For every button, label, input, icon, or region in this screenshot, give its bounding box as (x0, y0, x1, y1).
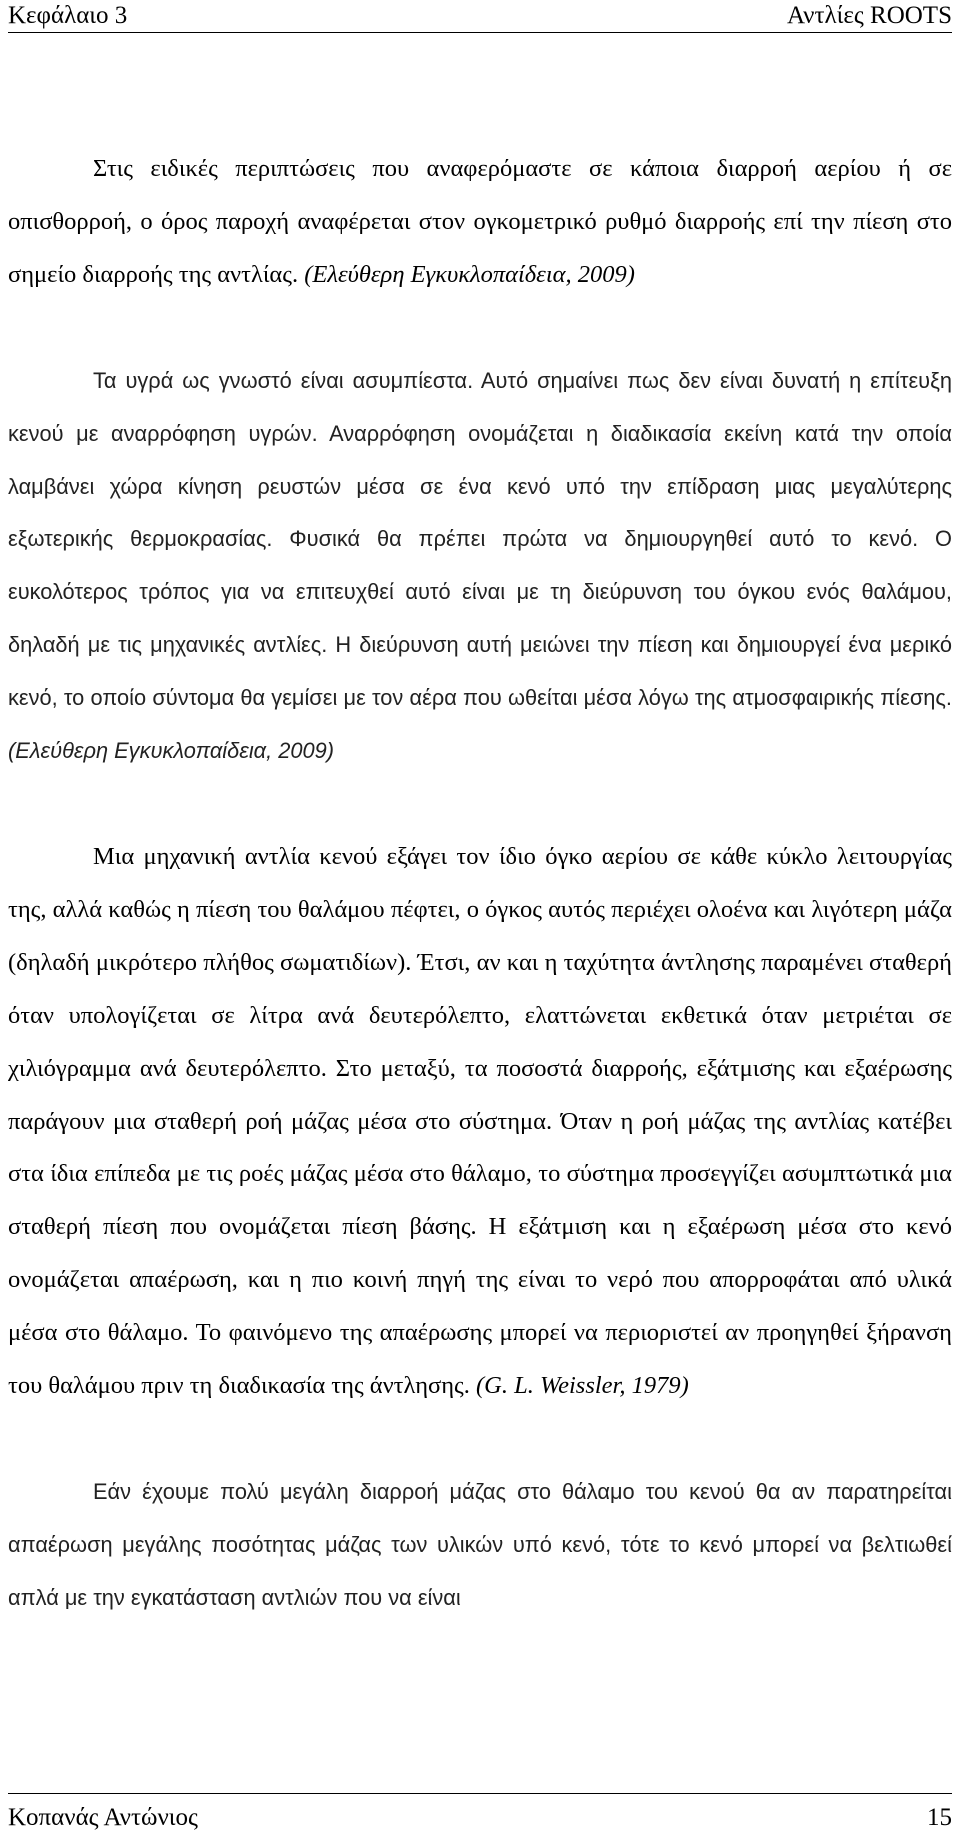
page-header (8, 0, 952, 33)
paragraph-1-citation: (Ελεύθερη Εγκυκλοπαίδεια, 2009) (304, 260, 635, 288)
paragraph-1-text: Στις ειδικές περιπτώσεις που αναφερόμαστε σε κάποια διαρροή αερίου ή σε οπισθορροή, ο όρος παροχή αναφέρεται στον ογκομετρικό ρυθμό διαρροής επί την πίεση στο σημείο διαρροής της αντλίας. (8, 155, 952, 288)
paragraph-4-text: Εάν έχουμε πολύ μεγάλη διαρροή μάζας στο θάλαμο του κενού θα αν παρατηρείται απαέρωση μεγάλης ποσότητας μάζας των υλικών υπό κενό, τότε το κενό μπορεί να βελτιωθεί απλά με την εγκατάσταση αντλιών που να είναι (8, 1478, 952, 1610)
paragraph-gap (8, 1413, 952, 1466)
paragraph-2-text: Τα υγρά ως γνωστό είναι ασυμπίεστα. Αυτό σημαίνει πως δεν είναι δυνατή η επίτευξη κενού με αναρρόφηση υγρών. Αναρρόφηση ονομάζεται η διαδικασία εκείνη κατά την οποία λαμβάνει χώρα κίνηση ρευστών μέσα σε ένα κενό υπό την επίδραση μιας μεγαλύτερης εξωτερικής θερμοκρασίας. Φυσικά θα πρέπει πρώτα να δημιουργηθεί αυτό το κενό. Ο ευκολότερος τρόπος για να επιτευχθεί αυτό είναι με τη διεύρυνση του όγκου ενός θαλάμου, δηλαδή με τις μηχανικές αντλίες. Η διεύρυνση αυτή μειώνει την πίεση και δημιουργεί ένα μερικό κενό, το οποίο σύντομα θα γεμίσει με τον αέρα που ωθείται μέσα λόγω της ατμοσφαιρικής πίεσης. (8, 367, 952, 711)
paragraph-3-text: Μια μηχανική αντλία κενού εξάγει τον ίδιο όγκο αερίου σε κάθε κύκλο λειτουργίας της, αλλά καθώς η πίεση του θαλάμου πέφτει, ο όγκος αυτός περιέχει ολοένα και λιγότερη μάζα (δηλαδή μικρότερο πλήθος σωματιδίων). Έτσι, αν και η ταχύτητα άντλησης παραμένει σταθερή όταν υπολογίζεται σε λίτρα ανά δευτερόλεπτο, ελαττώνεται εκθετικά όταν μετριέται σε χιλιόγραμμα ανά δευτερόλεπτο. Στο μεταξύ, τα ποσοστά διαρροής, εξάτμισης και εξαέρωσης παράγουν μια σταθερή ροή μάζας μέσα στο σύστημα. Όταν η ροή μάζας της αντλίας κατέβει στα ίδια επίπεδα με τις ροές μάζας μέσα στο θάλαμο, το σύστημα προσεγγίζει ασυμπτωτικά μια σταθερή πίεση που ονομάζεται πίεση βάσης. Η εξάτμιση και η εξαέρωση μέσα στο κενό ονομάζεται απαέρωση, και η πιο κοινή πηγή της είναι το νερό που απορροφάται από υλικά μέσα στο θάλαμο. Το φαινόμενο της απαέρωσης μπορεί να περιοριστεί αν προηγηθεί ξήρανση του θαλάμου πριν τη διαδικασία της άντλησης. (8, 842, 952, 1400)
paragraph-3-citation: (G. L. Weissler, 1979) (475, 1372, 689, 1400)
paragraph-1 (8, 143, 952, 302)
page-footer (8, 1793, 952, 1834)
paragraph-gap (8, 302, 952, 355)
paragraph-2-citation: (Ελεύθερη Εγκυκλοπαίδεια, 2009) (8, 738, 334, 764)
paragraph-gap (8, 778, 952, 831)
page-number: 15 (927, 1804, 952, 1831)
paragraph-2 (8, 355, 952, 778)
paragraph-4 (8, 1466, 952, 1625)
author-name: Κοπανάς Αντώνιος (8, 1804, 198, 1831)
paragraph-3 (8, 831, 952, 1413)
chapter-label: Κεφάλαιο 3 (8, 2, 128, 29)
section-title: Αντλίες ROOTS (786, 2, 952, 29)
page-body (8, 143, 952, 1625)
